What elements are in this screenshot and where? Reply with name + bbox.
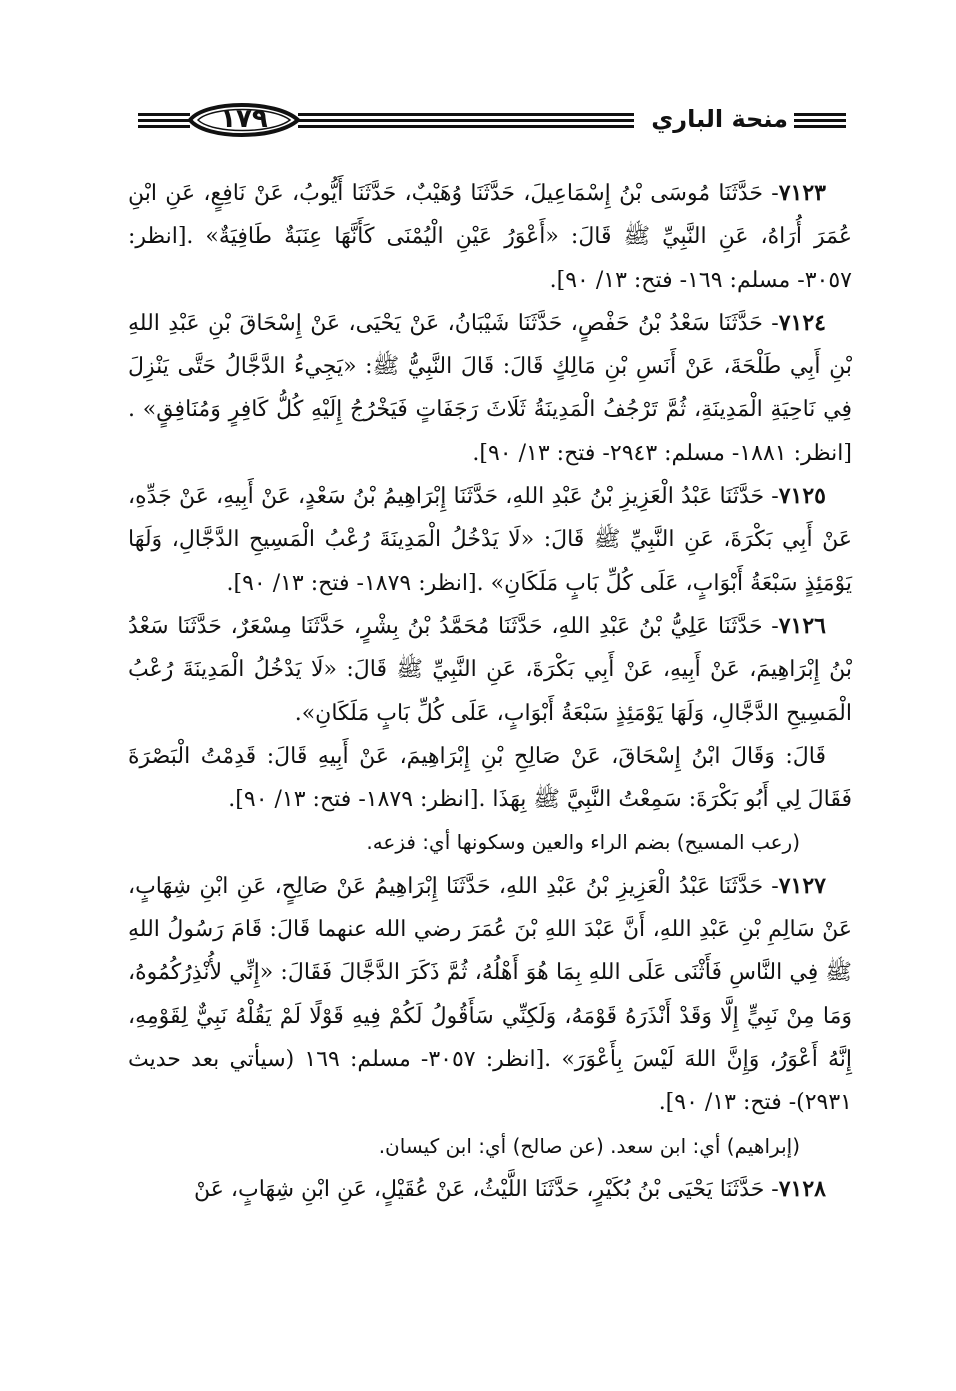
hadith-7127 — [128, 865, 852, 1125]
page-header — [136, 96, 848, 144]
hadith-text: - حَدَّثَنَا عَبْدُ الْعَزِيزِ بْنُ عَبْدِ اللهِ، حَدَّثَنَا إِبْرَاهِيمُ عَنْ صَالِحٍ، عَنِ ابْنِ شِهَابٍ، عَنْ سَالِمِ بْنِ عَبْدِ اللهِ، أَنَّ عَبْدَ اللهِ بْنَ عُمَرَ رضي الله عنهما قَالَ: قَامَ رَسُولُ اللهِ ﷺ فِي النَّاسِ فَأَثْنَى عَلَى اللهِ بِمَا هُوَ أَهْلُهُ، ثُمَّ ذَكَرَ الدَّجَّالَ فَقَالَ: «إِنِّي لأُنْذِرُكُمُوهُ، وَمَا مِنْ نَبِيٍّ إِلَّا وَقَدْ أَنْذَرَهُ قَوْمَهُ، وَلَكِنِّي سَأَقُولُ لَكُمْ فِيهِ قَوْلًا لَمْ يَقُلْهُ نَبِيٌّ لِقَوْمِهِ، إِنَّهُ أَعْوَرُ، وَإِنَّ اللهَ لَيْسَ بِأَعْوَرَ» .[انظر: ٣٠٥٧- مسلم: ١٦٩ (سيأتي بعد حديث ٢٩٣١)- فتح: ١٣/ ٩٠]. — [128, 873, 852, 1116]
hadith-text: - حَدَّثَنَا سَعْدُ بْنُ حَفْصٍ، حَدَّثَنَا شَيْبَانُ، عَنْ يَحْيَى، عَنْ إِسْحَاقَ بْنِ عَبْدِ اللهِ بْنِ أَبِي طَلْحَةَ، عَنْ أَنَسِ بْنِ مَالِكٍ قَالَ: قَالَ النَّبِيُّ ﷺ: «يَجِيءُ الدَّجَّالُ حَتَّى يَنْزِلَ فِي نَاحِيَةِ الْمَدِينَةِ، ثُمَّ تَرْجُفُ الْمَدِينَةُ ثَلَاثَ رَجَفَاتٍ فَيَخْرُجُ إِلَيْهِ كُلُّ كَافِرٍ وَمُنَافِقٍ» .[انظر: ١٨٨١- مسلم: ٢٩٤٣- فتح: ١٣/ ٩٠]. — [128, 310, 852, 466]
hadith-7126 — [128, 605, 852, 735]
hadith-text: - حَدَّثَنَا يَحْيَى بْنُ بُكَيْرٍ، حَدَّثَنَا اللَّيْثُ، عَنْ عُقَيْلٍ، عَنِ ابْنِ شِهَابٍ، عَنْ — [194, 1176, 779, 1202]
hadith-number: ٧١٢٦ — [778, 612, 826, 639]
hadith-text: - حَدَّثَنَا عَبْدُ الْعَزِيزِ بْنُ عَبْدِ اللهِ، حَدَّثَنَا إِبْرَاهِيمُ بْنُ سَعْدٍ، عَنْ أَبِيهِ، عَنْ جَدِّهِ، عَنْ أَبِي بَكْرَةَ، عَنِ النَّبِيِّ ﷺ قَالَ: «لَا يَدْخُلُ الْمَدِينَةَ رُعْبُ الْمَسِيحِ الدَّجَّالِ، وَلَهَا يَوْمَئِذٍ سَبْعَةُ أَبْوَابٍ، عَلَى كُلِّ بَابٍ مَلَكَانِ» .[انظر: ١٨٧٩- فتح: ١٣/ ٩٠]. — [128, 484, 852, 596]
page-body — [128, 172, 852, 1211]
running-title: منحة الباري — [651, 105, 788, 133]
commentary-note: (رعب المسيح) بضم الراء والعين وسكونها أي: فزعه. — [366, 830, 800, 855]
hadith-number: ٧١٢٧ — [778, 872, 826, 899]
hadith-7125 — [128, 475, 852, 605]
hadith-7126-continuation: قَالَ: وَقَالَ ابْنُ إِسْحَاقَ، عَنْ صَالِحِ بْنِ إِبْرَاهِيمَ، عَنْ أَبِيهِ قَالَ: قَدِمْتُ الْبَصْرَةَ فَقَالَ لِي أَبُو بَكْرَةَ: سَمِعْتُ النَّبِيَّ ﷺ بِهَذَا .[انظر: ١٨٧٩- فتح: ١٣/ ٩٠]. — [128, 743, 852, 813]
hadith-text: - حَدَّثَنَا مُوسَى بْنُ إِسْمَاعِيلَ، حَدَّثَنَا وُهَيْبٌ، حَدَّثَنَا أَيُّوبُ، عَنْ نَافِعٍ، عَنِ ابْنِ عُمَرَ أُرَاهُ، عَنِ النَّبِيِّ ﷺ قَالَ: «أَعْوَرُ عَيْنِ الْيُمْنَى كَأَنَّهَا عِنَبَةٌ طَافِيَةٌ» .[انظر: ٣٠٥٧- مسلم: ١٦٩- فتح: ١٣/ ٩٠]. — [128, 181, 852, 293]
hadith-7128 — [128, 1168, 852, 1211]
hadith-7124 — [128, 302, 852, 475]
hadith-number: ٧١٢٨ — [778, 1175, 826, 1202]
hadith-text: - حَدَّثَنَا عَلِيُّ بْنُ عَبْدِ اللهِ، حَدَّثَنَا مُحَمَّدُ بْنُ بِشْرٍ، حَدَّثَنَا مِسْعَرٌ، حَدَّثَنَا سَعْدُ بْنُ إِبْرَاهِيمَ، عَنْ أَبِيهِ، عَنْ أَبِي بَكْرَةَ، عَنِ النَّبِيِّ ﷺ قَالَ: «لَا يَدْخُلُ الْمَدِينَةَ رُعْبُ الْمَسِيحِ الدَّجَّالِ، وَلَهَا يَوْمَئِذٍ سَبْعَةُ أَبْوَابٍ، عَلَى كُلِّ بَابٍ مَلَكَانِ». — [128, 613, 852, 726]
commentary-note: (إبراهيم) أي: ابن سعد. (عن صالح) أي: ابن كيسان. — [378, 1133, 800, 1158]
hadith-number: ٧١٢٥ — [778, 483, 826, 510]
hadith-7123 — [128, 172, 852, 302]
hadith-number: ٧١٢٣ — [778, 180, 826, 206]
hadith-number: ٧١٢٤ — [778, 309, 826, 336]
page-number: ١٧٩ — [220, 104, 268, 134]
